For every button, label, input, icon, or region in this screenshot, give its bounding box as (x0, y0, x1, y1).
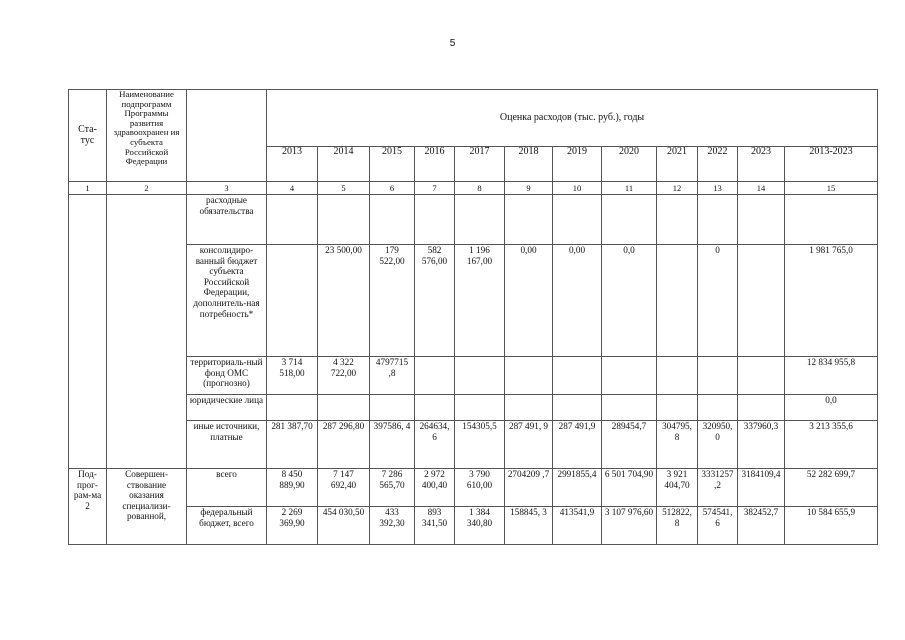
value-cell: 2 269 369,90 (267, 507, 318, 545)
funding-source: иные источники, платные (187, 421, 267, 469)
value-cell (415, 357, 455, 395)
table-row (69, 395, 878, 421)
value-cell (657, 195, 698, 245)
value-cell: 179 522,00 (370, 245, 415, 357)
header-status: Ста- тус (69, 90, 107, 182)
value-cell (738, 357, 785, 395)
value-cell (698, 395, 738, 421)
value-cell: 287 296,80 (318, 421, 370, 469)
value-cell (738, 395, 785, 421)
value-cell: 23 500,00 (318, 245, 370, 357)
value-cell (267, 195, 318, 245)
value-cell: 287 491,9 (553, 421, 602, 469)
column-index-6: 7 (415, 182, 455, 195)
column-index-10: 11 (602, 182, 657, 195)
column-index-0: 1 (69, 182, 107, 195)
value-cell (657, 357, 698, 395)
funding-source: всего (187, 469, 267, 507)
year-header-10: 2023 (738, 147, 785, 182)
column-index-9: 10 (553, 182, 602, 195)
table-row (69, 195, 878, 245)
value-cell: 2704209 ,7 (505, 469, 553, 507)
column-index-2: 3 (187, 182, 267, 195)
year-header-4: 2017 (455, 147, 505, 182)
value-cell: 413541,9 (553, 507, 602, 545)
value-cell (553, 195, 602, 245)
column-index-3: 4 (267, 182, 318, 195)
value-cell: 337960,3 (738, 421, 785, 469)
value-cell: 3184109,4 (738, 469, 785, 507)
value-cell: 582 576,00 (415, 245, 455, 357)
value-cell: 158845, 3 (505, 507, 553, 545)
table-row (69, 357, 878, 395)
name-cell-1 (107, 195, 187, 469)
column-index-4: 5 (318, 182, 370, 195)
value-cell (602, 195, 657, 245)
table-row (69, 421, 878, 469)
value-cell: 12 834 955,8 (785, 357, 878, 395)
funding-source: территориаль-ный фонд ОМС (прогнозно) (187, 357, 267, 395)
value-cell: 304795, 8 (657, 421, 698, 469)
value-cell: 1 196 167,00 (455, 245, 505, 357)
value-cell (553, 357, 602, 395)
table-row (69, 245, 878, 357)
year-header-1: 2014 (318, 147, 370, 182)
value-cell: 154305,5 (455, 421, 505, 469)
value-cell: 6 501 704,90 (602, 469, 657, 507)
year-header-6: 2019 (553, 147, 602, 182)
value-cell: 893 341,50 (415, 507, 455, 545)
funding-source: федеральный бюджет, всего (187, 507, 267, 545)
header-expense-title: Оценка расходов (тыс. руб.), годы (267, 90, 878, 147)
value-cell (455, 195, 505, 245)
column-index-14: 15 (785, 182, 878, 195)
value-cell: 4 322 722,00 (318, 357, 370, 395)
value-cell (370, 195, 415, 245)
column-index-11: 12 (657, 182, 698, 195)
table-row (69, 507, 878, 545)
column-index-5: 6 (370, 182, 415, 195)
value-cell: 7 147 692,40 (318, 469, 370, 507)
value-cell (505, 195, 553, 245)
funding-source: консолидиро-ванный бюджет субъекта Российской Федерации, дополнитель-ная потребность* (187, 245, 267, 357)
year-header-11: 2013-2023 (785, 147, 878, 182)
year-header-5: 2018 (505, 147, 553, 182)
column-index-7: 8 (455, 182, 505, 195)
value-cell (505, 357, 553, 395)
value-cell: 3 921 404,70 (657, 469, 698, 507)
subprogram-status: Под-прог-рам-ма 2 (69, 469, 107, 545)
page-number: 5 (449, 38, 456, 49)
value-cell (267, 395, 318, 421)
year-header-7: 2020 (602, 147, 657, 182)
year-header-3: 2016 (415, 147, 455, 182)
value-cell (415, 395, 455, 421)
value-cell: 382452,7 (738, 507, 785, 545)
column-index-8: 9 (505, 182, 553, 195)
value-cell (602, 357, 657, 395)
table-row (69, 469, 878, 507)
value-cell (318, 195, 370, 245)
value-cell: 0,0 (785, 395, 878, 421)
value-cell (657, 395, 698, 421)
value-cell: 320950, 0 (698, 421, 738, 469)
funding-source: юридические лица (187, 395, 267, 421)
year-header-0: 2013 (267, 147, 318, 182)
value-cell: 433 392,30 (370, 507, 415, 545)
value-cell: 3 790 610,00 (455, 469, 505, 507)
value-cell: 8 450 889,90 (267, 469, 318, 507)
value-cell (370, 395, 415, 421)
value-cell: 3 714 518,00 (267, 357, 318, 395)
value-cell: 3 213 355,6 (785, 421, 878, 469)
value-cell (267, 245, 318, 357)
value-cell: 7 286 565,70 (370, 469, 415, 507)
value-cell (602, 395, 657, 421)
value-cell: 289454,7 (602, 421, 657, 469)
header-subprogram-name: Наименование подпрограмм Программы развития здравоохранен ия субъекта Российской Федерации (107, 90, 187, 182)
header-source (187, 90, 267, 182)
value-cell (698, 195, 738, 245)
value-cell: 0,00 (505, 245, 553, 357)
column-index-13: 14 (738, 182, 785, 195)
value-cell: 1 384 340,80 (455, 507, 505, 545)
status-cell-1 (69, 195, 107, 469)
value-cell: 3331257 ,2 (698, 469, 738, 507)
value-cell: 52 282 699,7 (785, 469, 878, 507)
value-cell (455, 357, 505, 395)
year-header-2: 2015 (370, 147, 415, 182)
value-cell (505, 395, 553, 421)
budget-table (68, 89, 878, 545)
value-cell: 0 (698, 245, 738, 357)
value-cell (657, 245, 698, 357)
value-cell: 0,00 (553, 245, 602, 357)
value-cell (415, 195, 455, 245)
subprogram-name: Совершен-ствование оказания специализи-рованной, (107, 469, 187, 545)
value-cell: 281 387,70 (267, 421, 318, 469)
value-cell (698, 357, 738, 395)
year-header-9: 2022 (698, 147, 738, 182)
value-cell (738, 195, 785, 245)
value-cell (455, 395, 505, 421)
value-cell: 2991855,4 (553, 469, 602, 507)
funding-source: расходные обязательства (187, 195, 267, 245)
year-header-8: 2021 (657, 147, 698, 182)
value-cell (318, 395, 370, 421)
value-cell: 454 030,50 (318, 507, 370, 545)
value-cell: 264634, 6 (415, 421, 455, 469)
value-cell (785, 195, 878, 245)
value-cell: 3 107 976,60 (602, 507, 657, 545)
column-index-12: 13 (698, 182, 738, 195)
value-cell: 397586, 4 (370, 421, 415, 469)
value-cell: 4797715 ,8 (370, 357, 415, 395)
value-cell: 287 491, 9 (505, 421, 553, 469)
value-cell: 2 972 400,40 (415, 469, 455, 507)
value-cell (553, 395, 602, 421)
value-cell (738, 245, 785, 357)
value-cell: 512822, 8 (657, 507, 698, 545)
value-cell: 0,0 (602, 245, 657, 357)
value-cell: 1 981 765,0 (785, 245, 878, 357)
value-cell: 574541, 6 (698, 507, 738, 545)
value-cell: 10 584 655,9 (785, 507, 878, 545)
column-index-1: 2 (107, 182, 187, 195)
